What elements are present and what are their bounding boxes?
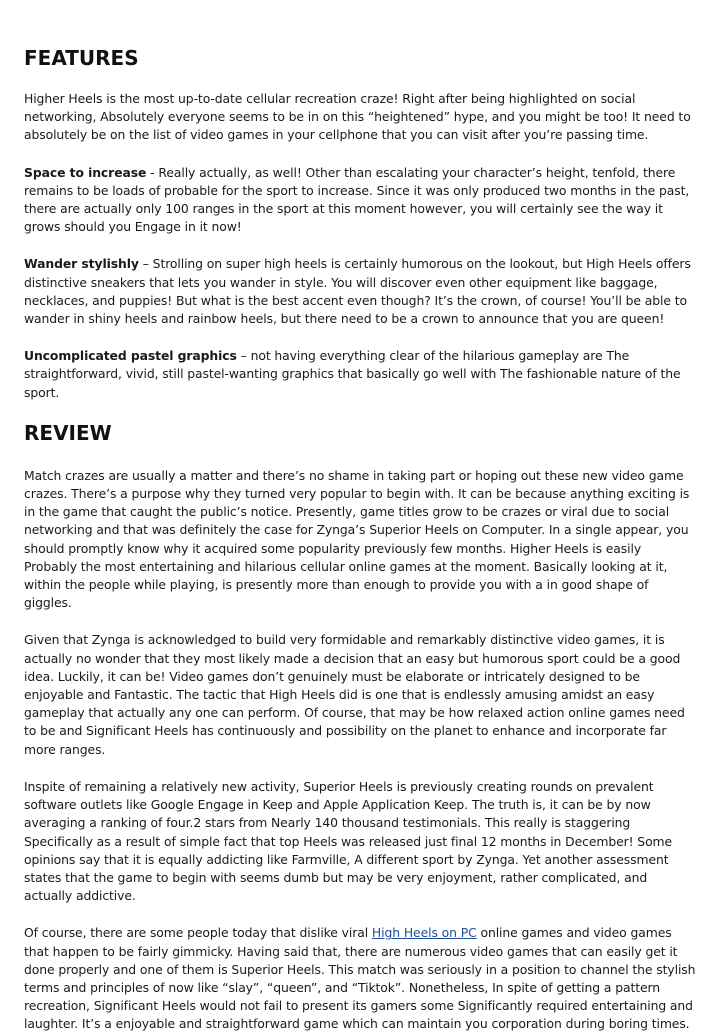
feature-item-space-to-increase bbox=[24, 164, 696, 237]
features-intro-paragraph: Higher Heels is the most up-to-date cellular recreation craze! Right after being highlighted on social networking, Absolutely everyone seems to be in on this “heightened” hype, and you might be too! It need to absolutely be on the list of video games in your cellphone that you can visit after you’re passing time. bbox=[24, 91, 691, 143]
review-section bbox=[24, 421, 696, 1034]
feature-term: Space to increase bbox=[24, 164, 147, 180]
features-heading: FEATURES bbox=[24, 46, 139, 70]
feature-term: Uncomplicated pastel graphics bbox=[24, 348, 237, 364]
feature-description: – Strolling on super high heels is certainly humorous on the lookout, but High Heels offers distinctive sneakers that lets you wander in style. You will discover even other equipment like baggage, necklaces, and puppies! But what is the best accent even though? It’s the crown, of course! You’ll be able to wander in shiny heels and rainbow heels, but there need to be a crown to announce that you are queen! bbox=[24, 256, 691, 327]
feature-item-wander-stylishly bbox=[24, 255, 696, 328]
review-text-before-link: Of course, there are some people today that dislike viral bbox=[24, 925, 372, 941]
review-paragraph: Given that Zynga is acknowledged to build very formidable and remarkably distinctive video games, it is actually no wonder that they most likely made a decision that an easy but humorous sport could be a good idea. Luckily, it can be! Video games don’t genuinely must be elaborate or intricately designed to be enjoyable and Fantastic. The tactic that High Heels did is one that is endlessly amusing amidst an easy gameplay that actually any one can perform. Of course, that may be how relaxed action online games need to be and Significant Heels has continuously and possibility on the planet to enhance and incorporate far more ranges. bbox=[24, 632, 685, 757]
review-text-after-link: online games and video games that happen to be fairly gimmicky. Having said that, there are numerous video games that can easily get it done properly and one of them is Superior Heels. This match was seriously in a position to channel the stylish terms and principles of now like “slay”, “queen”, and “Tiktok”. Nonetheless, In spite of getting a pattern recreation, Significant Heels would not fail to present its gamers some Significantly required entertaining and laughter. It’s a enjoyable and straightforward game which can maintain you corporation during boring times. bbox=[24, 925, 696, 1032]
review-paragraph-last bbox=[24, 924, 696, 1033]
review-paragraph: Inspite of remaining a relatively new activity, Superior Heels is previously creating rounds on prevalent software outlets like Google Engage in Keep and Apple Application Keep. The truth is, it can be by now averaging a ranking of four.2 stars from Nearly 140 thousand testimonials. This really is staggering Specifically as a result of simple fact that top Heels was released just final 12 months in December! Some opinions say that it is equally addicting like Farmville, A different sport by Zynga. Yet another assessment states that the game to begin with seems dumb but may be very enjoyment, rather complicated, and actually addictive. bbox=[24, 778, 673, 904]
review-heading: REVIEW bbox=[24, 420, 112, 445]
feature-term: Wander stylishly bbox=[24, 256, 139, 272]
review-paragraph: Match crazes are usually a matter and there’s no shame in taking part or hoping out these new video game crazes. There’s a purpose why they turned very popular to begin with. It can be because anything exciting is in the game that caught the public’s notice. Presently, game titles grow to be crazes or viral due to social networking and that was definitely the case for Zynga’s Superior Heels on Computer. In a single appear, you should promptly know why it acquired some popularity previously few months. Higher Heels is easily Probably the most entertaining and hilarious cellular online games at the moment. Basically looking at it, within the people while playing, is presently more than enough to provide you with a in good shape of giggles. bbox=[24, 467, 690, 611]
feature-description: - Really actually, as well! Other than escalating your character’s height, tenfold, there remains to be loads of probable for the sport to increase. Since it was only produced two months in the past, there are actually only 100 ranges in the sport at this moment however, you will certainly see the way it grows should you Engage in it now! bbox=[24, 164, 690, 235]
feature-item-pastel-graphics bbox=[24, 347, 696, 402]
feature-description: – not having everything clear of the hilarious gameplay are The straightforward, vivid, still pastel-wanting graphics that basically go well with The fashionable nature of the sport. bbox=[24, 348, 681, 400]
high-heels-on-pc-link[interactable]: High Heels on PC bbox=[371, 925, 477, 941]
features-section bbox=[24, 46, 696, 402]
